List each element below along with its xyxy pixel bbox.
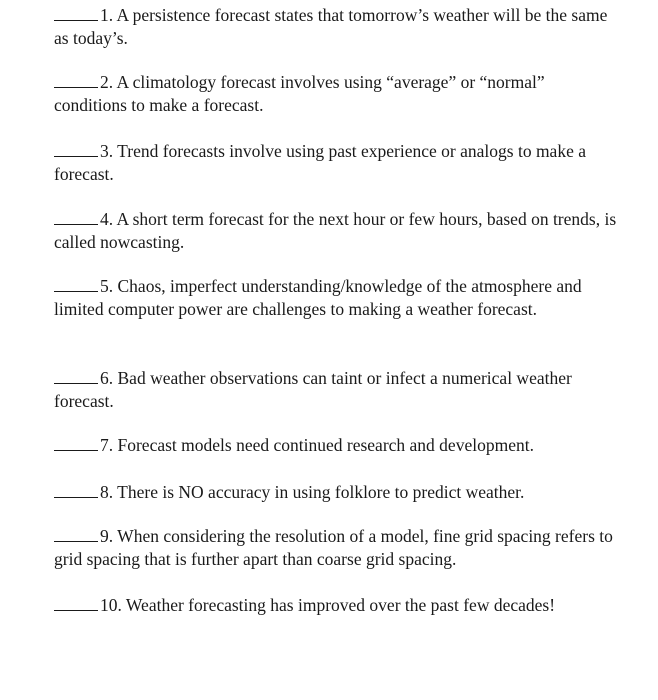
question-text: A short term forecast for the next hour or few hours, based on trends, is called nowcasting. (54, 209, 617, 252)
question-number: 3. (100, 141, 114, 161)
question-2 (54, 71, 619, 116)
question-1 (54, 4, 619, 49)
question-3 (54, 140, 619, 185)
answer-blank[interactable] (54, 276, 98, 292)
question-text: Bad weather observations can taint or infect a numerical weather forecast. (54, 368, 572, 411)
question-10 (54, 594, 619, 617)
question-number: 2. (100, 72, 114, 92)
question-text: A climatology forecast involves using “average” or “normal” conditions to make a forecast. (54, 72, 545, 115)
question-9 (54, 525, 619, 570)
question-number: 1. (100, 5, 114, 25)
question-text: A persistence forecast states that tomorrow’s weather will be the same as today’s. (54, 5, 608, 48)
answer-blank[interactable] (54, 435, 98, 451)
question-number: 4. (100, 209, 114, 229)
answer-blank[interactable] (54, 5, 98, 21)
question-number: 7. (100, 435, 114, 455)
question-7 (54, 434, 619, 457)
question-6 (54, 367, 619, 412)
question-text: There is NO accuracy in using folklore to predict weather. (113, 482, 525, 502)
question-number: 10. (100, 595, 122, 615)
answer-blank[interactable] (54, 72, 98, 88)
question-number: 6. (100, 368, 114, 388)
question-5 (54, 275, 619, 320)
answer-blank[interactable] (54, 482, 98, 498)
question-number: 5. (100, 276, 114, 296)
question-text: Weather forecasting has improved over the past few decades! (121, 595, 556, 615)
question-8 (54, 481, 619, 504)
question-number: 9. (100, 526, 114, 546)
question-4 (54, 208, 619, 253)
question-text: Chaos, imperfect understanding/knowledge of the atmosphere and limited computer power are challenges to making a weather forecast. (54, 276, 582, 319)
question-text: Trend forecasts involve using past experience or analogs to make a forecast. (54, 141, 586, 184)
answer-blank[interactable] (54, 141, 98, 157)
answer-blank[interactable] (54, 209, 98, 225)
question-text: When considering the resolution of a model, fine grid spacing refers to grid spacing that is further apart than coarse grid spacing. (54, 526, 613, 569)
answer-blank[interactable] (54, 526, 98, 542)
answer-blank[interactable] (54, 368, 98, 384)
question-number: 8. (100, 482, 114, 502)
question-text: Forecast models need continued research and development. (113, 435, 534, 455)
answer-blank[interactable] (54, 595, 98, 611)
